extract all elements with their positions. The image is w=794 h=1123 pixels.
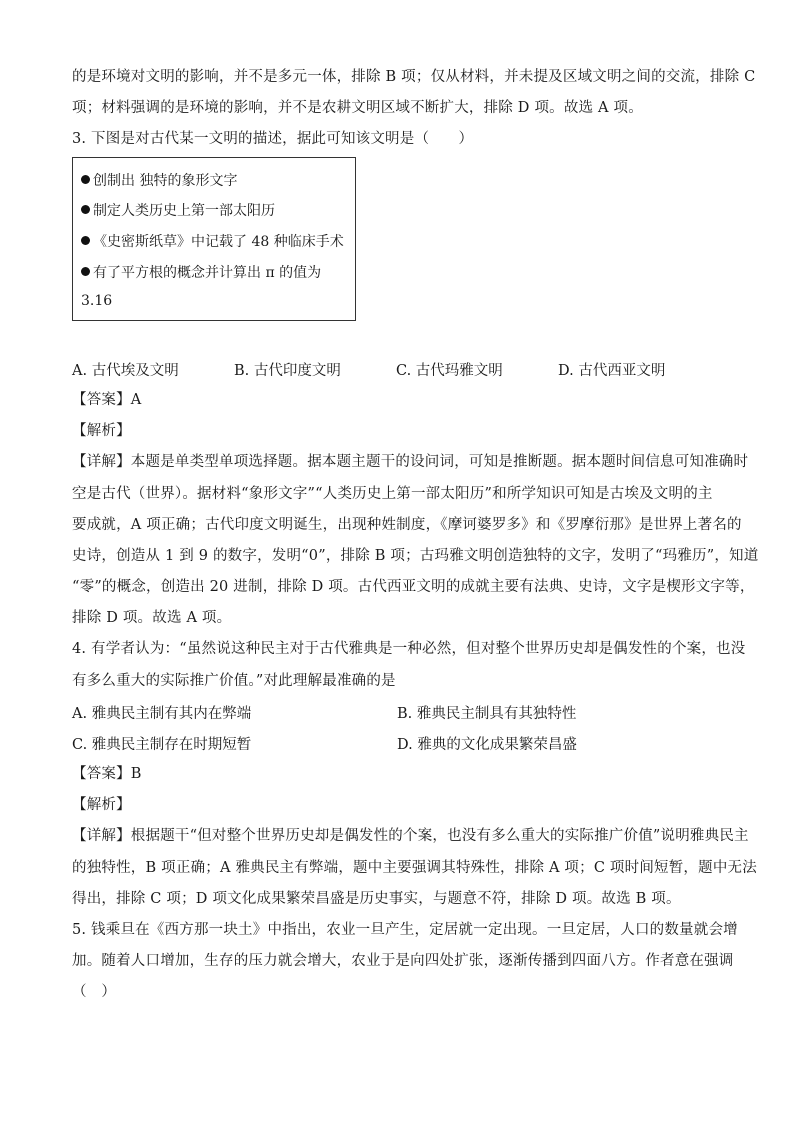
q4-answer: 【答案】B xyxy=(72,766,142,782)
q3-option-d: D. 古代西亚文明 xyxy=(558,363,666,379)
q3-detail-line: 排除 D 项。故选 A 项。 xyxy=(72,610,232,626)
q3-analysis-label: 【解析】 xyxy=(72,423,131,439)
q3-option-a: A. 古代埃及文明 xyxy=(72,363,179,379)
question-3-stem: 3. 下图是对古代某一文明的描述，据此可知该文明是（ ） xyxy=(72,131,474,147)
question-5-stem: 加。随着人口增加，生存的压力就会增大，农业于是向四处扩张，逐渐传播到四面八方。作者意在强调 xyxy=(72,953,734,969)
box-item xyxy=(81,200,275,220)
q3-detail-line: “零”的概念，创造出 20 进制，排除 D 项。古代西亚文明的成就主要有法典、史诗，文字是楔形文字等， xyxy=(72,579,755,595)
q4-option-c: C. 雅典民主制存在时期短暂 xyxy=(72,737,252,753)
q4-analysis-label: 【解析】 xyxy=(72,797,131,813)
q4-detail-line: 【详解】根据题干“但对整个世界历史却是偶发性的个案，也没有多么重大的实际推广价值”说明雅典民主 xyxy=(72,828,749,844)
q4-option-a: A. 雅典民主制有其内在弊端 xyxy=(72,706,252,722)
q3-option-c: C. 古代玛雅文明 xyxy=(396,363,503,379)
box-item xyxy=(81,231,344,251)
box-item-tail: 3.16 xyxy=(81,293,113,309)
box-item-text: 《史密斯纸草》中记载了 48 种临床手术 xyxy=(93,234,344,250)
bullet-icon xyxy=(81,175,90,184)
text-line: 的是环境对文明的影响，并不是多元一体，排除 B 项；仅从材料，并未提及区域文明之间的交流，排除 C xyxy=(72,69,756,85)
bullet-icon xyxy=(81,205,90,214)
question-5-stem: 5. 钱乘旦在《西方那一块土》中指出，农业一旦产生，定居就一定出现。一旦定居，人口的数量就会增 xyxy=(72,922,738,938)
question-5-stem: （ ） xyxy=(72,984,117,1000)
q3-detail-line: 空是古代（世界）。据材料“象形文字”“人类历史上第一部太阳历”和所学知识可知是古埃及文明的主 xyxy=(72,486,713,502)
bullet-icon xyxy=(81,236,90,245)
q4-detail-line: 的独特性，B 项正确；A 雅典民主有弊端，题中主要强调其特殊性，排除 A 项；C 项时间短暂，题中无法 xyxy=(72,860,757,876)
bullet-icon xyxy=(81,267,90,276)
box-item-text: 创制出 独特的象形文字 xyxy=(93,173,238,189)
text-line: 项；材料强调的是环境的影响，并不是农耕文明区域不断扩大，排除 D 项。故选 A 项。 xyxy=(72,100,643,116)
q4-detail-line: 得出，排除 C 项；D 项文化成果繁荣昌盛是历史事实，与题意不符，排除 D 项。故选 B 项。 xyxy=(72,891,681,907)
q4-option-b: B. 雅典民主制具有其独特性 xyxy=(397,706,577,722)
question-4-stem: 4. 有学者认为：“虽然说这种民主对于古代雅典是一种必然，但对整个世界历史却是偶发性的个案，也没 xyxy=(72,641,746,657)
q3-detail-line: 要成就，A 项正确；古代印度文明诞生，出现种姓制度，《摩诃婆罗多》和《罗摩衍那》是世界上著名的 xyxy=(72,517,742,533)
q3-option-b: B. 古代印度文明 xyxy=(234,363,341,379)
q4-option-d: D. 雅典的文化成果繁荣昌盛 xyxy=(397,737,577,753)
box-item-text: 有了平方根的概念并计算出 π 的值为 xyxy=(93,265,322,281)
question-4-stem: 有多么重大的实际推广价值。”对此理解最准确的是 xyxy=(72,673,396,689)
q3-detail-line: 史诗，创造从 1 到 9 的数字，发明“0”，排除 B 项；古玛雅文明创造独特的文字，发明了“玛雅历”，知道 xyxy=(72,548,759,564)
q3-answer: 【答案】A xyxy=(72,392,142,408)
material-box xyxy=(72,157,356,321)
box-item xyxy=(81,170,237,190)
q3-detail-line: 【详解】本题是单类型单项选择题。据本题主题干的设问词，可知是推断题。据本题时间信息可知准确时 xyxy=(72,454,749,470)
box-item-text: 制定人类历史上第一部太阳历 xyxy=(93,203,275,219)
box-item xyxy=(81,262,321,282)
